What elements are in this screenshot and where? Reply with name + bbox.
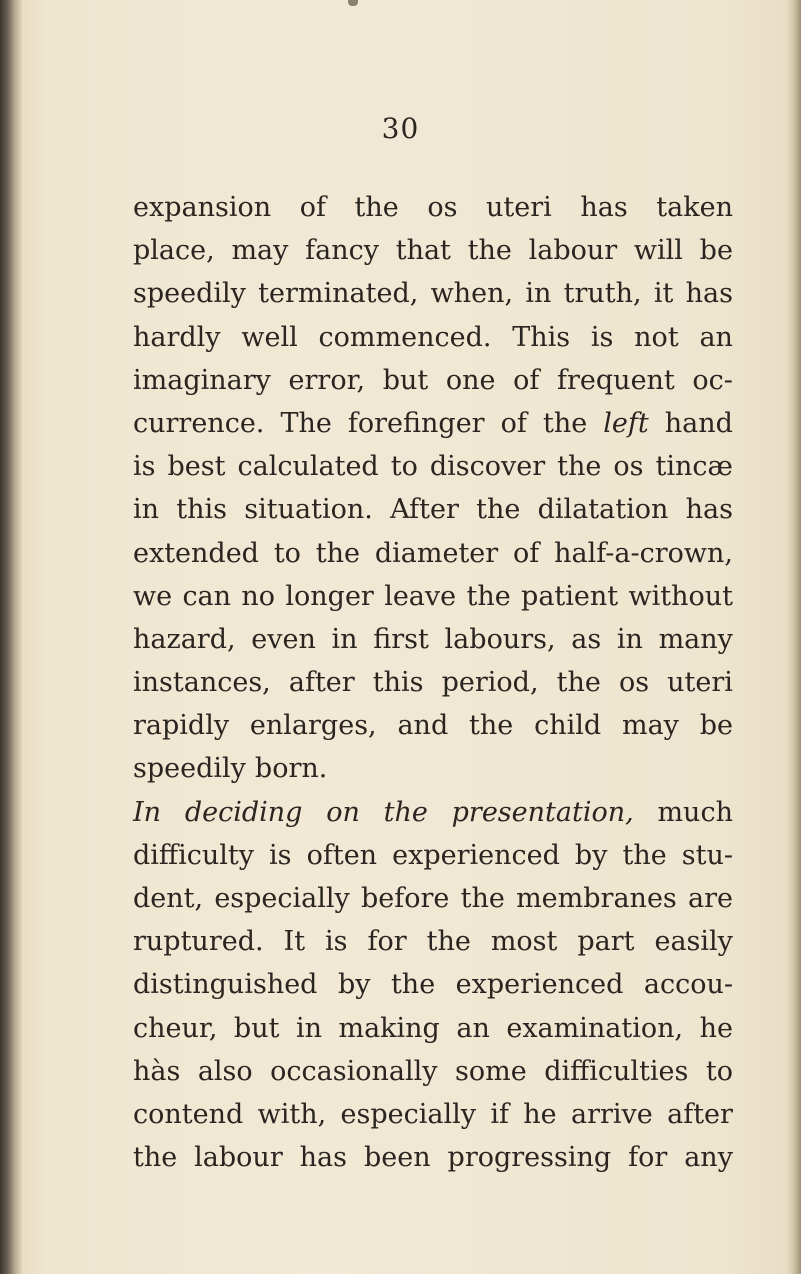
- text-line: [133, 1136, 733, 1179]
- word: is: [133, 451, 156, 483]
- word: he: [523, 1098, 557, 1130]
- word: hazard,: [133, 623, 236, 655]
- word: of: [513, 537, 540, 569]
- word: labours,: [444, 623, 556, 655]
- word: but: [233, 1012, 280, 1044]
- word: stu-: [681, 839, 733, 871]
- word: of: [500, 407, 527, 439]
- word: labour: [194, 1142, 283, 1174]
- word: discover: [429, 451, 546, 483]
- word: instances,: [133, 667, 271, 699]
- word: with,: [257, 1098, 327, 1130]
- word: period,: [441, 667, 539, 699]
- word: experienced: [392, 839, 560, 871]
- word: patient: [521, 580, 619, 612]
- page-number: 30: [381, 112, 420, 145]
- word: by: [337, 969, 371, 1001]
- word: extended: [133, 537, 259, 569]
- word: is: [325, 926, 348, 958]
- word: may: [231, 235, 289, 267]
- word: The: [280, 407, 332, 439]
- text-line: [133, 1093, 733, 1136]
- word: in: [616, 623, 643, 655]
- word: for: [628, 1142, 668, 1174]
- word: after: [288, 667, 355, 699]
- word: is: [590, 321, 614, 353]
- word: has: [580, 192, 628, 223]
- text-line: [133, 359, 733, 402]
- word: difficulties: [544, 1055, 689, 1087]
- word: an: [456, 1012, 490, 1044]
- word: that: [395, 235, 451, 267]
- word: born.: [254, 753, 328, 785]
- word: This: [512, 321, 571, 353]
- word: well: [241, 321, 298, 353]
- text-line: [133, 1050, 733, 1093]
- word: terminated,: [258, 278, 419, 310]
- word: situation.: [244, 494, 373, 526]
- word: part: [577, 926, 635, 958]
- word: been: [363, 1142, 431, 1174]
- text-line: [133, 791, 733, 834]
- word: error,: [288, 364, 366, 396]
- italic-word: presentation,: [451, 796, 634, 828]
- word: has: [685, 278, 733, 310]
- word: can: [182, 580, 232, 612]
- word: this: [372, 667, 424, 699]
- word: enlarges,: [249, 710, 377, 742]
- word: be: [699, 235, 733, 267]
- word: os: [613, 451, 644, 483]
- text-line: [133, 877, 733, 920]
- word: some: [455, 1055, 527, 1087]
- word: the: [467, 235, 512, 267]
- word: often: [306, 839, 378, 871]
- word: currence.: [133, 407, 265, 439]
- word: place,: [133, 235, 215, 267]
- word: It: [283, 926, 306, 958]
- word: arrive: [571, 1098, 653, 1130]
- italic-word: left: [603, 407, 649, 439]
- word: hand: [664, 407, 733, 439]
- text-line: [133, 316, 733, 359]
- text-line: [133, 229, 733, 272]
- word: also: [197, 1055, 253, 1087]
- word: this: [176, 494, 228, 526]
- word: tincæ: [655, 451, 733, 483]
- word: is: [269, 839, 292, 871]
- word: has: [299, 1142, 348, 1174]
- text-line: [133, 834, 733, 877]
- word: the: [557, 451, 602, 483]
- text-line: [133, 488, 733, 531]
- word: experienced: [455, 969, 624, 1001]
- text-line: [133, 618, 733, 661]
- word: best: [167, 451, 226, 483]
- word: frequent: [557, 364, 675, 396]
- word: of: [299, 192, 326, 223]
- word: speedily: [133, 278, 246, 310]
- word: for: [367, 926, 407, 958]
- word: without: [628, 580, 733, 612]
- word: examination,: [506, 1012, 684, 1044]
- text-line: [133, 186, 733, 229]
- text-line: [133, 963, 733, 1006]
- word: labour: [528, 235, 618, 267]
- word: by: [574, 839, 608, 871]
- word: the: [354, 192, 399, 223]
- word: first: [373, 623, 429, 655]
- word: any: [684, 1142, 733, 1174]
- word: to: [273, 537, 301, 569]
- italic-word: the: [383, 796, 428, 828]
- word: oc-: [692, 364, 733, 396]
- word: difficulty: [133, 839, 254, 871]
- word: hàs: [133, 1055, 181, 1087]
- word: longer: [285, 580, 374, 612]
- page-edge: [787, 0, 801, 1274]
- word: he: [699, 1012, 733, 1044]
- word: even: [251, 623, 316, 655]
- word: making: [338, 1012, 440, 1044]
- word: the: [460, 883, 505, 914]
- word: not: [634, 321, 679, 353]
- word: membranes: [516, 883, 677, 914]
- word: in: [525, 278, 552, 310]
- word: the: [426, 926, 471, 958]
- italic-word: on: [326, 796, 360, 828]
- word: in: [295, 1012, 322, 1044]
- word: the: [622, 839, 667, 871]
- text-line: [133, 920, 733, 963]
- word: to: [705, 1055, 733, 1087]
- word: to: [390, 451, 418, 483]
- word: truth,: [563, 278, 642, 310]
- word: when,: [430, 278, 514, 310]
- word: the: [469, 710, 514, 742]
- word: much: [657, 796, 733, 828]
- word: the: [476, 494, 521, 526]
- binding-gutter: [0, 0, 22, 1274]
- word: if: [490, 1098, 509, 1130]
- italic-word: In: [133, 796, 162, 828]
- word: os: [618, 667, 650, 699]
- word: we: [133, 580, 173, 612]
- word: expansion: [133, 192, 272, 223]
- word: uteri: [486, 192, 552, 223]
- word: the: [542, 407, 588, 439]
- word: especially: [340, 1098, 476, 1130]
- text-line: [133, 661, 733, 704]
- word: imaginary: [133, 364, 271, 396]
- text-line: [133, 445, 733, 488]
- word: taken: [656, 192, 733, 223]
- word: uteri: [667, 667, 733, 699]
- word: occasionally: [270, 1055, 438, 1087]
- word: distinguished: [133, 969, 318, 1001]
- word: easily: [654, 926, 733, 958]
- word: after: [667, 1098, 733, 1130]
- word: will: [633, 235, 683, 267]
- word: leave: [384, 580, 457, 612]
- word: the: [556, 667, 601, 699]
- word: in: [331, 623, 358, 655]
- word: may: [621, 710, 679, 742]
- word: in: [133, 494, 160, 526]
- word: before: [361, 883, 450, 914]
- text-line: [133, 532, 733, 575]
- word: speedily: [133, 753, 246, 785]
- word: the: [315, 537, 360, 569]
- word: calculated: [237, 451, 379, 483]
- word: dilatation: [537, 494, 669, 526]
- word: an: [699, 321, 733, 353]
- word: it: [653, 278, 674, 310]
- word: half-a-crown,: [554, 537, 733, 569]
- text-line: [133, 704, 733, 747]
- word: dent,: [133, 883, 204, 914]
- word: and: [397, 710, 449, 742]
- word: child: [534, 710, 602, 742]
- word: especially: [214, 883, 350, 914]
- text-line: [133, 747, 733, 790]
- word: forefinger: [347, 407, 485, 439]
- word: diameter: [374, 537, 499, 569]
- italic-word: deciding: [184, 796, 303, 828]
- text-line: [133, 1007, 733, 1050]
- word: hardly: [133, 321, 221, 353]
- word: fancy: [305, 235, 379, 267]
- print-mark: [348, 0, 358, 6]
- word: but: [382, 364, 429, 396]
- word: of: [513, 364, 540, 396]
- word: one: [445, 364, 496, 396]
- text-line: [133, 272, 733, 315]
- word: the: [466, 580, 511, 612]
- word: the: [390, 969, 436, 1001]
- word: be: [699, 710, 733, 742]
- word: the: [133, 1142, 178, 1174]
- body-text: [133, 186, 733, 1179]
- word: many: [658, 623, 733, 655]
- text-line: [133, 402, 733, 445]
- word: progressing: [447, 1142, 612, 1174]
- word: contend: [133, 1098, 244, 1130]
- word: has: [685, 494, 733, 526]
- word: accou-: [643, 969, 733, 1001]
- word: are: [688, 883, 733, 914]
- word: After: [390, 494, 459, 526]
- word: as: [571, 623, 602, 655]
- word: ruptured.: [133, 926, 264, 958]
- word: commenced.: [318, 321, 492, 353]
- word: most: [490, 926, 558, 958]
- word: no: [241, 580, 276, 612]
- word: os: [427, 192, 458, 223]
- word: rapidly: [133, 710, 230, 742]
- word: cheur,: [133, 1012, 218, 1044]
- text-line: [133, 575, 733, 618]
